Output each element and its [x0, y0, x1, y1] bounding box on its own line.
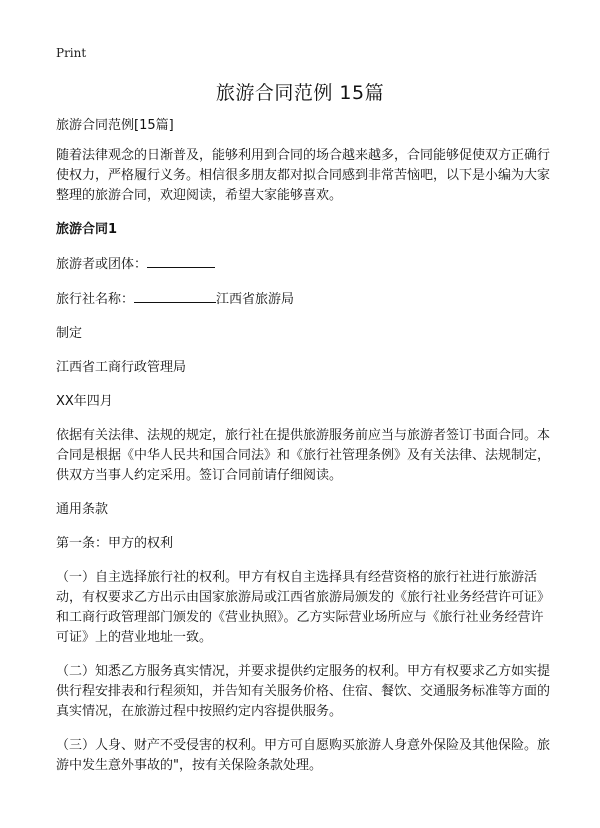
general-terms-heading: 通用条款 — [56, 502, 109, 517]
clause-paragraph: （三）人身、财产不受侵害的权利。甲方可自愿购买旅游人身意外保险及其他保险。旅游中发生意外事故的"，按有关保险条款处理。 — [56, 738, 551, 773]
authority-name: 江西省工商行政管理局 — [56, 360, 187, 375]
agency-value: 江西省旅游局 — [216, 292, 295, 307]
made-label: 制定 — [56, 326, 83, 341]
agency-field — [56, 289, 550, 310]
document-date: XX年四月 — [56, 394, 113, 409]
basis-paragraph: 依据有关法律、法规的规定，旅行社在提供旅游服务前应当与旅游者签订书面合同。本合同是根据《中华人民共和国合同法》和《旅行社管理条例》及有关法律、法规制定，供双方当事人约定采用。签订合同前请仔细阅读。 — [56, 428, 551, 483]
document-body — [56, 116, 550, 790]
clause-paragraph: （二）知悉乙方服务真实情况，并要求提供约定服务的权利。甲方有权要求乙方如实提供行程安排表和行程须知，并告知有关服务价格、住宿、餐饮、交通服务标准等方面的真实情况，在旅游过程中按照约定内容提供服务。 — [56, 664, 551, 719]
page-title: 旅游合同范例 15篇 — [215, 82, 385, 104]
article-heading: 第一条：甲方的权利 — [56, 536, 174, 551]
traveler-label: 旅游者或团体： — [56, 257, 148, 272]
intro-paragraph: 随着法律观念的日渐普及，能够利用到合同的场合越来越多，合同能够促使双方正确行使权力，严格履行义务。相信很多朋友都对拟合同感到非常苦恼吧，以下是小编为大家整理的旅游合同，欢迎阅读，希望大家能够喜欢。 — [56, 148, 551, 203]
print-link[interactable]: Print — [56, 46, 87, 60]
agency-blank-line — [134, 289, 216, 303]
traveler-field — [56, 254, 550, 275]
document-subtitle: 旅游合同范例[15篇] — [56, 118, 174, 133]
clause-paragraph: （一）自主选择旅行社的权利。甲方有权自主选择具有经营资格的旅行社进行旅游活动，有权要求乙方出示由国家旅游局或江西省旅游局颁发的《旅行社业务经营许可证》和工商行政管理部门颁发的《营业执照》。乙方实际营业场所应与《旅行社业务经营许可证》上的营业地址一致。 — [56, 570, 551, 645]
agency-label: 旅行社名称： — [56, 292, 135, 307]
section-heading: 旅游合同1 — [56, 222, 118, 237]
traveler-blank-line — [147, 254, 215, 268]
